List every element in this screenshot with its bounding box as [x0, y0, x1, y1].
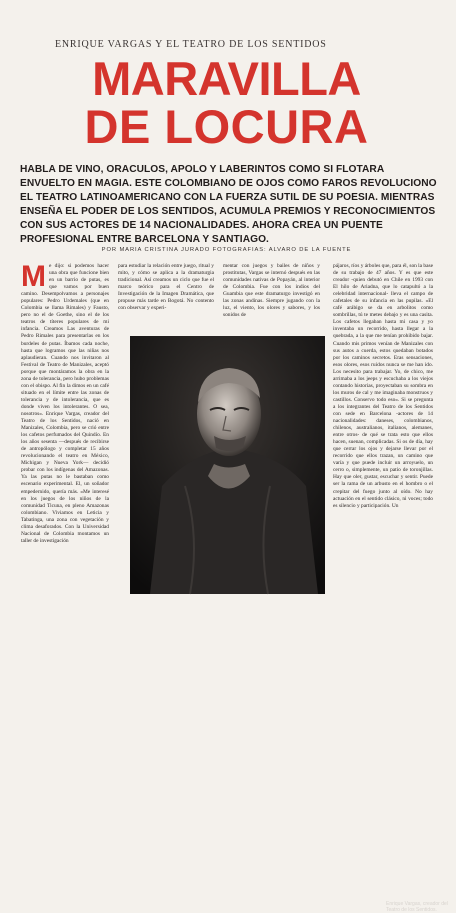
body-column-3: mentar con juegos y bailes de niños y prostitutas, Vargas se internó después en las comunidades nativas de Popayán, al interior de Colombia. Fue con los indios del Guambia que este dramaturgo investigó en las zonas andinas. Siempre jugando con la luz, el viento, los olores y sabores, y los sonidos de	[223, 263, 320, 319]
body-column-2: para estudiar la relación entre juego, ritual y mito, y cómo se aplica a la dramaturgia tradicional. Así creamos un ciclo que fue el marco teórico para el Centro de Investigación de la Imagen Dramática, que propuse más tarde en Bogotá. No contento con observar y experi-	[118, 263, 214, 312]
kicker: ENRIQUE VARGAS Y EL TEATRO DE LOS SENTIDOS	[55, 39, 327, 50]
body-column-1	[21, 260, 109, 588]
drop-cap: M	[21, 260, 46, 293]
standfirst: HABLA DE VINO, ORACULOS, APOLO Y LABERINTOS COMO SI FLOTARA ENVUELTO EN MAGIA. ESTE COLOMBIANO DE OJOS COMO FAROS REVOLUCIONO EL TEATRO LATINOAMERICANO CON LA FUERZA SUTIL DE SU POESIA. MIENTRAS ENSEÑA EL PODER DE LOS SENTIDOS, ACUMULA PREMIOS Y RECONOCIMIENTOS CON SUS ACTORES DE 14 NACIONALIDADES. AHORA CREA UN PUENTE PROFESIONAL ENTRE BARCELONA Y SANTIAGO.	[20, 164, 437, 246]
portrait-illustration	[130, 336, 325, 594]
body-column-1-text: e dijo: si podemos hacer una obra que funcione bien en un barrio de putas, es que vamos por buen camino. Desempolvamos a personajes populares: Pedro Urdemales (que en Colombia se llama Rimales) y Fausto, pero no el de Goethe, sino el de los teatros de títeres populares de mi infancia. Creamos Las aventuras de Pedro Rimales para presentarlas en los burdeles de putas. Íbamos cada noche, hasta que logramos que las niñas nos aplaudieran. Cuando nos invitaron al Festival de Teatro de Manizales, aceptó porque que montáramos la obra en la zona de tolerancia, pero hubo problemas con el obispo. Al fin la dimos en un café situado en el límite entre las zonas de tolerancia y de intolerancia, que es donde viven los intolerantes. O sea, nosotros». Enrique Vargas, creador del Teatro de los Sentidos, nació en Manizales, Colombia, pero se crió entre los cafetos perfumados del Quindío. En los años sesenta —después de recibirse de antropólogo y completar 15 años revolucionando el teatro en México, Michigan y Nueva York— decidió probar con los indígenas del Amazonas. Ya las putas no le bastaban como escenario experimental. El, un soñador empedernido, quería más. «Me interesé en los juegos de los niños de la comunidad Ticuna, en pleno Amazonas colombiano. Viviamos en Leticia y Tabatinga, una zona con vegetación y clima desaforados. Con la Universidad Nacional de Colombia montamos un taller de investigación	[21, 263, 109, 544]
headline-line-2: DE LOCURA	[84, 100, 369, 153]
photo-caption: Enrique Vargas, creador del Teatro de los Sentidos.	[386, 901, 448, 913]
body-column-4: pájaros, ríos y árboles que, para él, son la base de su trabajo de 47 años. Y es que este creador -quien debutó en Chile en 1993 con El hilo de Ariadna, que lo catapultó a la celebridad internacional- lleva el campo de cafetales de su infancia en las pupilas. «El café arábigo se da en arbolitos como sombrillas, tú te metes debajo y es una casita. Los cafetos llegaban hasta mi casa y yo inventaba un recorrido, hasta llegar a la quebrada, a la que me tenían prohibido bajar. Cuando mis primos venían de Manizales con sus autos a cuerda, estos quedaban botados por los caminos secretos. Eras sensaciones, esos olores, esos ruidos nunca se me han ido. Los necesito para trabajar. Yo, de chico, me arrimaba a los jeeps y escuchaba a los viejos contando historias, proyectaban su sombra en los muros de cal y me imaginaba monstruos y castillos. Conservo todo eso». Si se pregunta a los integrantes del Teatro de los Sentidos con sede en Barcelona -actores de 14 nacionalidades: daneses, colombianos, chilenos, australianos, italianos, alemanes, entre otros- de qué se trata esto que ellos hacen, suenan, complicadas. Si os de día, hay que cerrar los ojos y dejarse llevar por el recorrido que ellos trazan, un camino que varía y que puede incluir un arroyuelo, un cerro o, simplemente, un patio de toronjillas. Hay que oler, gustar, escuchar y sentir. Puede ser la rama de un arbusto en el hombro o el crepitar del fuego junto al oído. No hay actuación en el sentido clásico, ni voces; todo es silencio y participación. Un	[333, 263, 433, 509]
byline: POR MARIA CRISTINA JURADO FOTOGRAFIAS: ALVARO DE LA FUENTE	[101, 247, 352, 253]
headline-line-1: MARAVILLA	[92, 52, 361, 105]
